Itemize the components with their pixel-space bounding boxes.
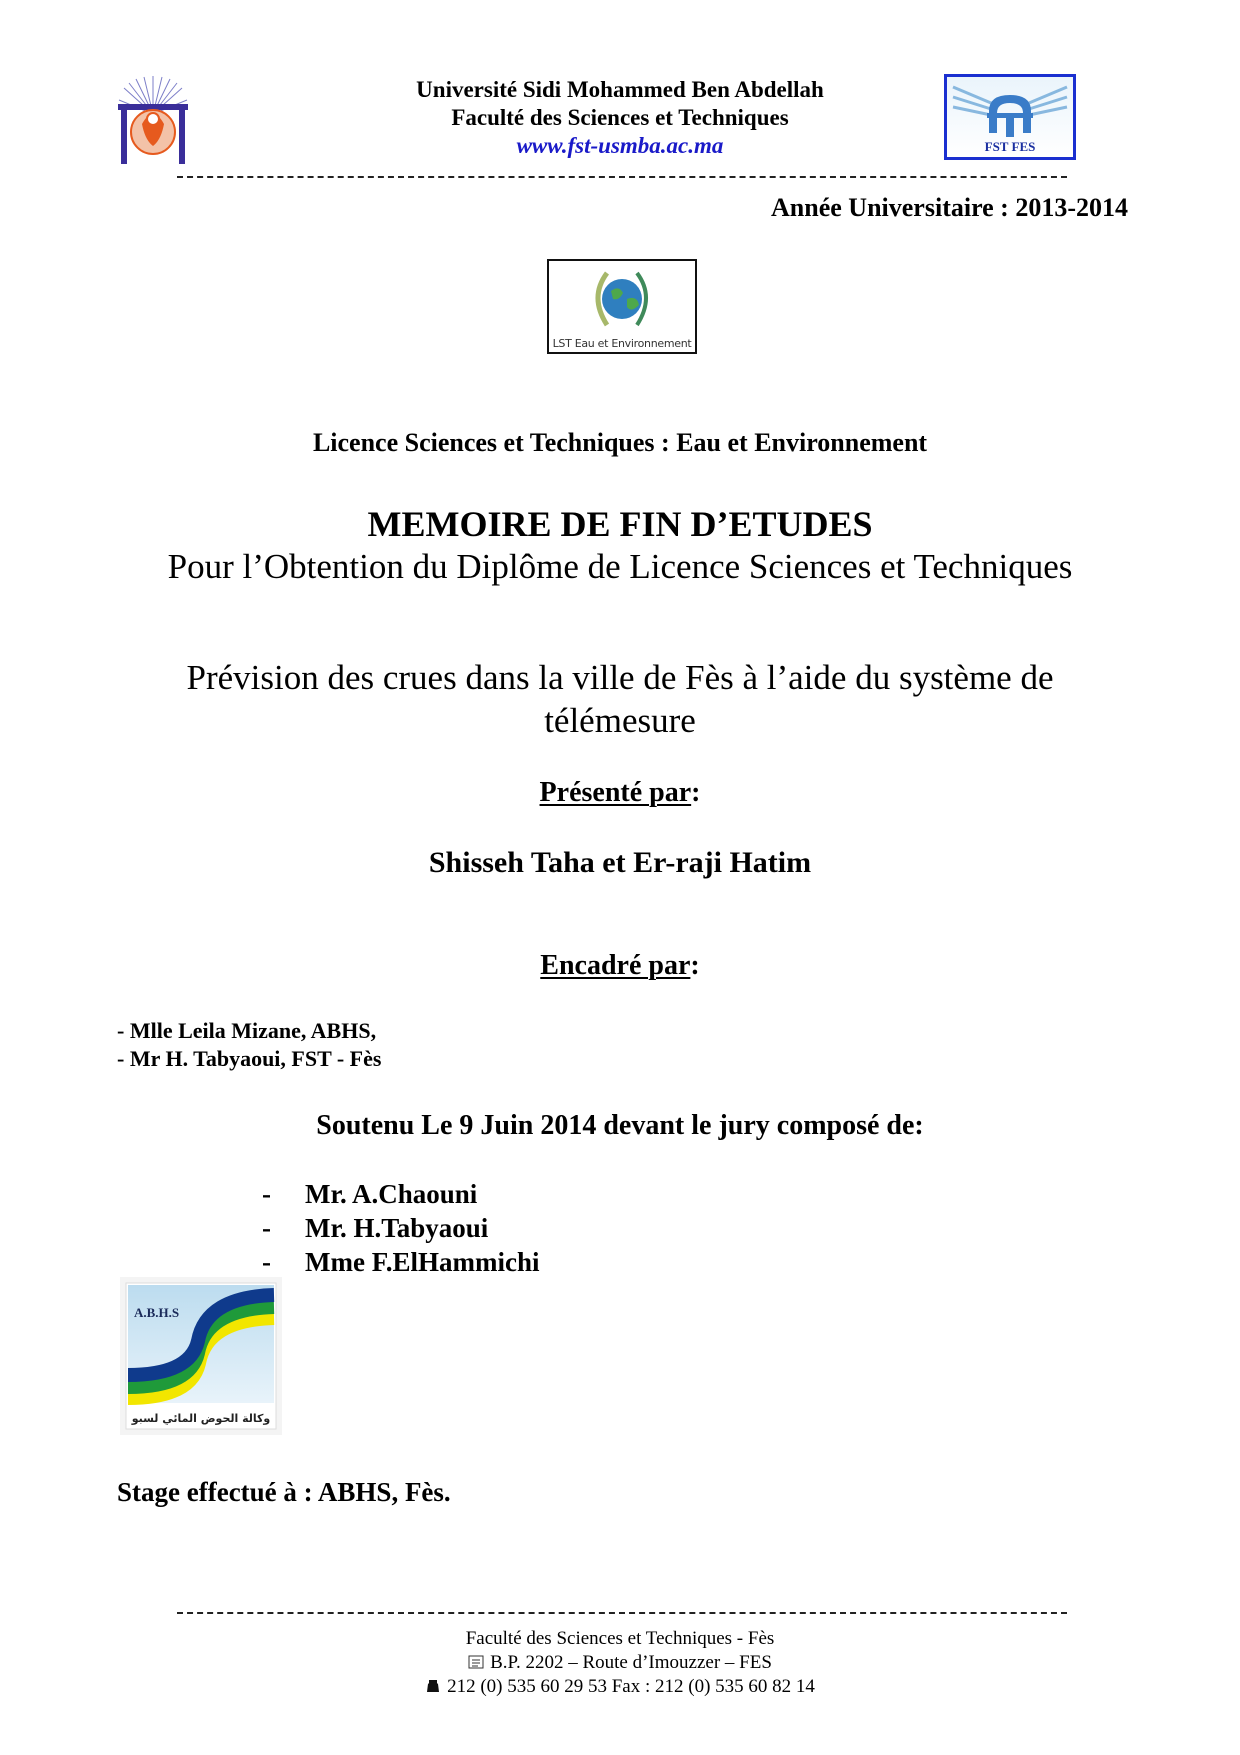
memoire-subtitle: Pour l’Obtention du Diplôme de Licence Sciences et Techniques <box>167 547 1073 586</box>
jury-member <box>262 1245 539 1279</box>
presented-by-colon: : <box>691 777 701 808</box>
abhs-logo <box>120 1277 282 1435</box>
academic-year: Année Universitaire : 2013-2014 <box>771 193 1128 222</box>
phone-icon <box>425 1676 441 1690</box>
footer-address-text: B.P. 2202 – Route d’Imouzzer – FES <box>490 1652 772 1673</box>
header-divider <box>177 176 1067 178</box>
thesis-title-line1: Prévision des crues dans la ville de Fès à l’aide du système de <box>186 658 1054 697</box>
presented-by-label: Présenté par <box>539 777 692 808</box>
mail-icon <box>468 1652 484 1666</box>
footer-faculty: Faculté des Sciences et Techniques - Fès <box>465 1628 775 1649</box>
jury-bullet: - <box>262 1213 271 1243</box>
jury-bullet: - <box>262 1247 271 1277</box>
jury-bullet: - <box>262 1179 271 1209</box>
header-institution <box>300 76 940 160</box>
thesis-title-line2: télémesure <box>544 701 696 740</box>
supervised-by-heading <box>0 950 1240 982</box>
supervisor-item: - Mlle Leila Mizane, ABHS, <box>117 1018 377 1043</box>
website-link[interactable]: www.fst-usmba.ac.ma <box>516 133 724 158</box>
footer-contact <box>0 1675 1240 1699</box>
thesis-title <box>140 656 1100 742</box>
supervised-by-colon: : <box>690 950 700 981</box>
footer-contact-text: 212 (0) 535 60 29 53 Fax : 212 (0) 535 60 82 14 <box>447 1676 815 1697</box>
jury-member <box>262 1211 539 1245</box>
jury-member-name: Mr. A.Chaouni <box>305 1179 478 1209</box>
jury-list <box>262 1177 539 1279</box>
supervisor-item: - Mr H. Tabyaoui, FST - Fès <box>117 1046 382 1071</box>
supervisors-list <box>117 1017 381 1073</box>
university-name: Université Sidi Mohammed Ben Abdellah <box>416 77 824 102</box>
jury-member <box>262 1177 539 1211</box>
jury-member-name: Mr. H.Tabyaoui <box>305 1213 489 1243</box>
footer <box>0 1627 1240 1699</box>
footer-divider <box>177 1612 1067 1614</box>
memoire-title: MEMOIRE DE FIN D’ETUDES <box>367 504 873 544</box>
jury-member-name: Mme F.ElHammichi <box>305 1247 540 1277</box>
faculty-name: Faculté des Sciences et Techniques <box>451 105 789 130</box>
presented-by-heading <box>0 777 1240 809</box>
svg-text:FST FES: FST FES <box>984 139 1036 154</box>
lst-program-logo <box>547 259 697 354</box>
internship-location: Stage effectué à : ABHS, Fès. <box>117 1477 451 1507</box>
fst-fes-logo <box>944 74 1076 160</box>
svg-text:وكالة الحوض المائي لسبو: وكالة الحوض المائي لسبو <box>131 1412 271 1425</box>
lst-logo-label: LST Eau et Environnement <box>552 337 692 350</box>
footer-address <box>0 1651 1240 1675</box>
defense-statement: Soutenu Le 9 Juin 2014 devant le jury composé de: <box>316 1110 924 1141</box>
authors: Shisseh Taha et Er-raji Hatim <box>428 846 812 879</box>
university-emblem-logo <box>116 74 190 166</box>
svg-text:A.B.H.S: A.B.H.S <box>134 1305 180 1320</box>
program-name: Licence Sciences et Techniques : Eau et Environnement <box>312 428 928 457</box>
supervised-by-label: Encadré par <box>540 950 691 981</box>
